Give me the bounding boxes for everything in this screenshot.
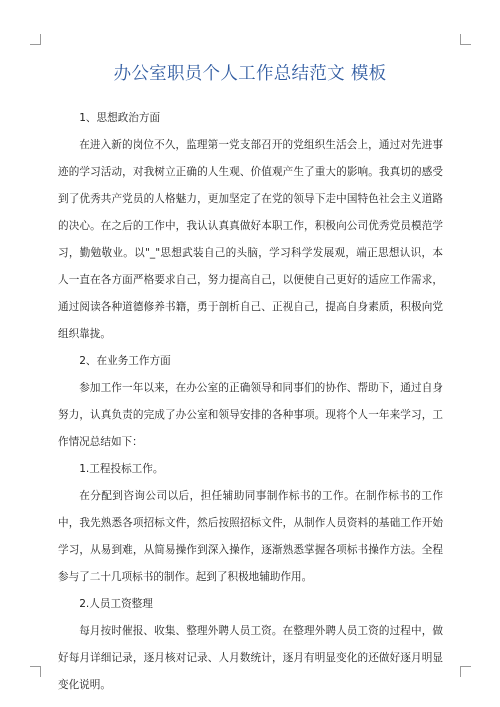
- crop-mark-top-right: [460, 34, 471, 45]
- section-heading-bidding: 1.工程投标工作。: [79, 463, 164, 475]
- crop-mark-bottom-right: [460, 666, 471, 677]
- paragraph-bidding: 在分配到咨询公司以后，担任辅助同事制作标书的工作。在制作标书的工作中，我先熟悉各项招标文件，然后按照招标文件，从制作人员资料的基础工作开始学习，从易到难，从简易操作到深入操作，逐渐熟悉掌握各项标书操作方法。全程参与了二十几项标书的制作。起到了积极地辅助作用。: [58, 490, 443, 583]
- document-title: 办公室职员个人工作总结范文 模板: [113, 64, 387, 84]
- paragraph-political: 在进入新的岗位不久，监理第一党支部召开的党组织生活会上，通过对先进事迹的学习活动，对我树立正确的人生观、价值观产生了重大的影响。我真切的感受到了优秀共产党员的人格魅力，更加坚定了在党的领导下走中国特色社会主义道路的决心。在之后的工作中，我认认真真做好本职工作，积极向公司优秀党员模范学习，勤勉敬业。以"_"思想武装自己的头脑，学习科学发展观，端正思想认识，本人一直在各方面严格要求自己，努力提高自己，以便使自己更好的适应工作需求，通过阅读各种道德修养书籍，勇于剖析自己、正视自己，提高自身素质，积极向党组织靠拢。: [58, 139, 443, 340]
- crop-mark-bottom-left: [30, 666, 41, 677]
- document-body: [58, 105, 443, 699]
- section-heading-payroll: 2.人员工资整理: [79, 598, 153, 610]
- section-heading-business: 2、在业务工作方面: [79, 355, 171, 367]
- paragraph-business: 参加工作一年以来，在办公室的正确领导和同事们的协作、帮助下，通过自身努力，认真负责的完成了办公室和领导安排的各种事项。现将个人一年来学习，工作情况总结如下：: [58, 382, 443, 448]
- crop-mark-top-left: [30, 34, 41, 45]
- section-heading-political: 1、思想政治方面: [79, 112, 161, 124]
- paragraph-payroll: 每月按时催报、收集、整理外聘人员工资。在整理外聘人员工资的过程中，做好每月详细记录，逐月核对记录、人月数统计，逐月有明显变化的还做好逐月明显变化说明。: [58, 625, 443, 691]
